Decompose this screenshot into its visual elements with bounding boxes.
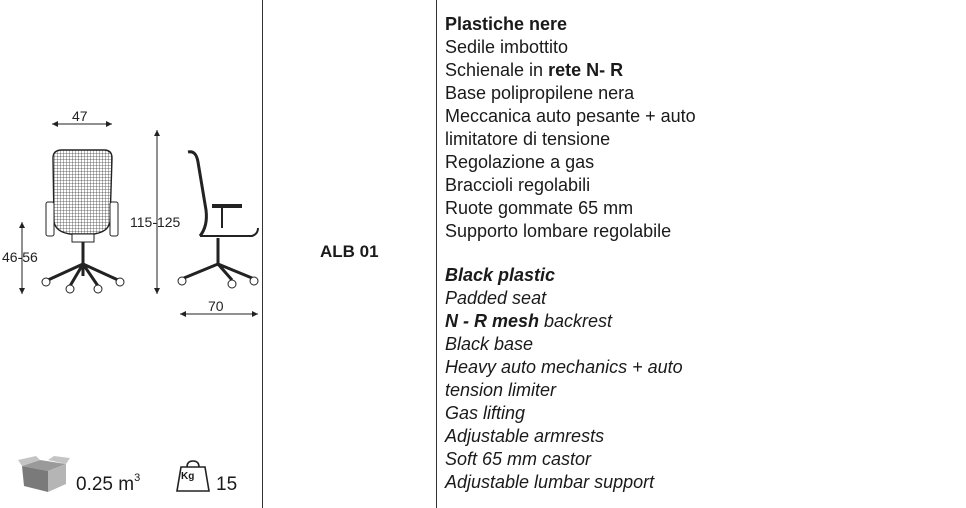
english-description bbox=[445, 264, 683, 494]
en-line-1: Black plastic bbox=[445, 265, 556, 285]
it-line-4: Base polipropilene nera bbox=[445, 83, 635, 103]
it-line-1: Plastiche nere bbox=[445, 14, 568, 34]
en-line-4: Black base bbox=[445, 334, 534, 354]
en-line-5: Heavy auto mechanics + auto bbox=[445, 357, 683, 377]
en-line-6: tension limiter bbox=[445, 380, 557, 400]
chair-front-view bbox=[19, 121, 124, 294]
weight-value: 15 bbox=[216, 474, 238, 495]
volume-value: 0.25 $m^3$ bbox=[76, 472, 141, 495]
it-line-5: Meccanica auto pesante + auto bbox=[445, 106, 696, 126]
it-line-3: Schienale in rete N- R bbox=[445, 60, 624, 80]
weight-unit-label: Kg bbox=[181, 471, 195, 482]
italian-description bbox=[445, 13, 696, 243]
it-line-6: limitatore di tensione bbox=[445, 129, 611, 149]
en-line-8: Adjustable armrests bbox=[445, 426, 605, 446]
chair-drawing bbox=[0, 0, 262, 508]
en-line-3: N - R mesh backrest bbox=[445, 311, 613, 331]
it-line-10: Supporto lombare regolabile bbox=[445, 221, 672, 241]
en-line-2: Padded seat bbox=[445, 288, 547, 308]
it-line-8: Braccioli regolabili bbox=[445, 175, 591, 195]
seat-height-dimension: 46-56 bbox=[2, 249, 38, 265]
en-line-10: Adjustable lumbar support bbox=[445, 472, 655, 492]
en-line-9: Soft 65 mm castor bbox=[445, 449, 592, 469]
en-line-7: Gas lifting bbox=[445, 403, 526, 423]
total-height-dimension: 115-125 bbox=[130, 214, 181, 230]
it-line-7: Regolazione a gas bbox=[445, 152, 595, 172]
it-line-2: Sedile imbottito bbox=[445, 37, 569, 57]
column-divider-right bbox=[436, 0, 437, 508]
it-line-9: Ruote gommate 65 mm bbox=[445, 198, 634, 218]
column-divider-left bbox=[262, 0, 263, 508]
width-dimension: 47 bbox=[72, 108, 88, 124]
box-icon bbox=[18, 456, 72, 494]
product-code: ALB 01 bbox=[320, 242, 379, 261]
depth-dimension: 70 bbox=[208, 298, 224, 314]
